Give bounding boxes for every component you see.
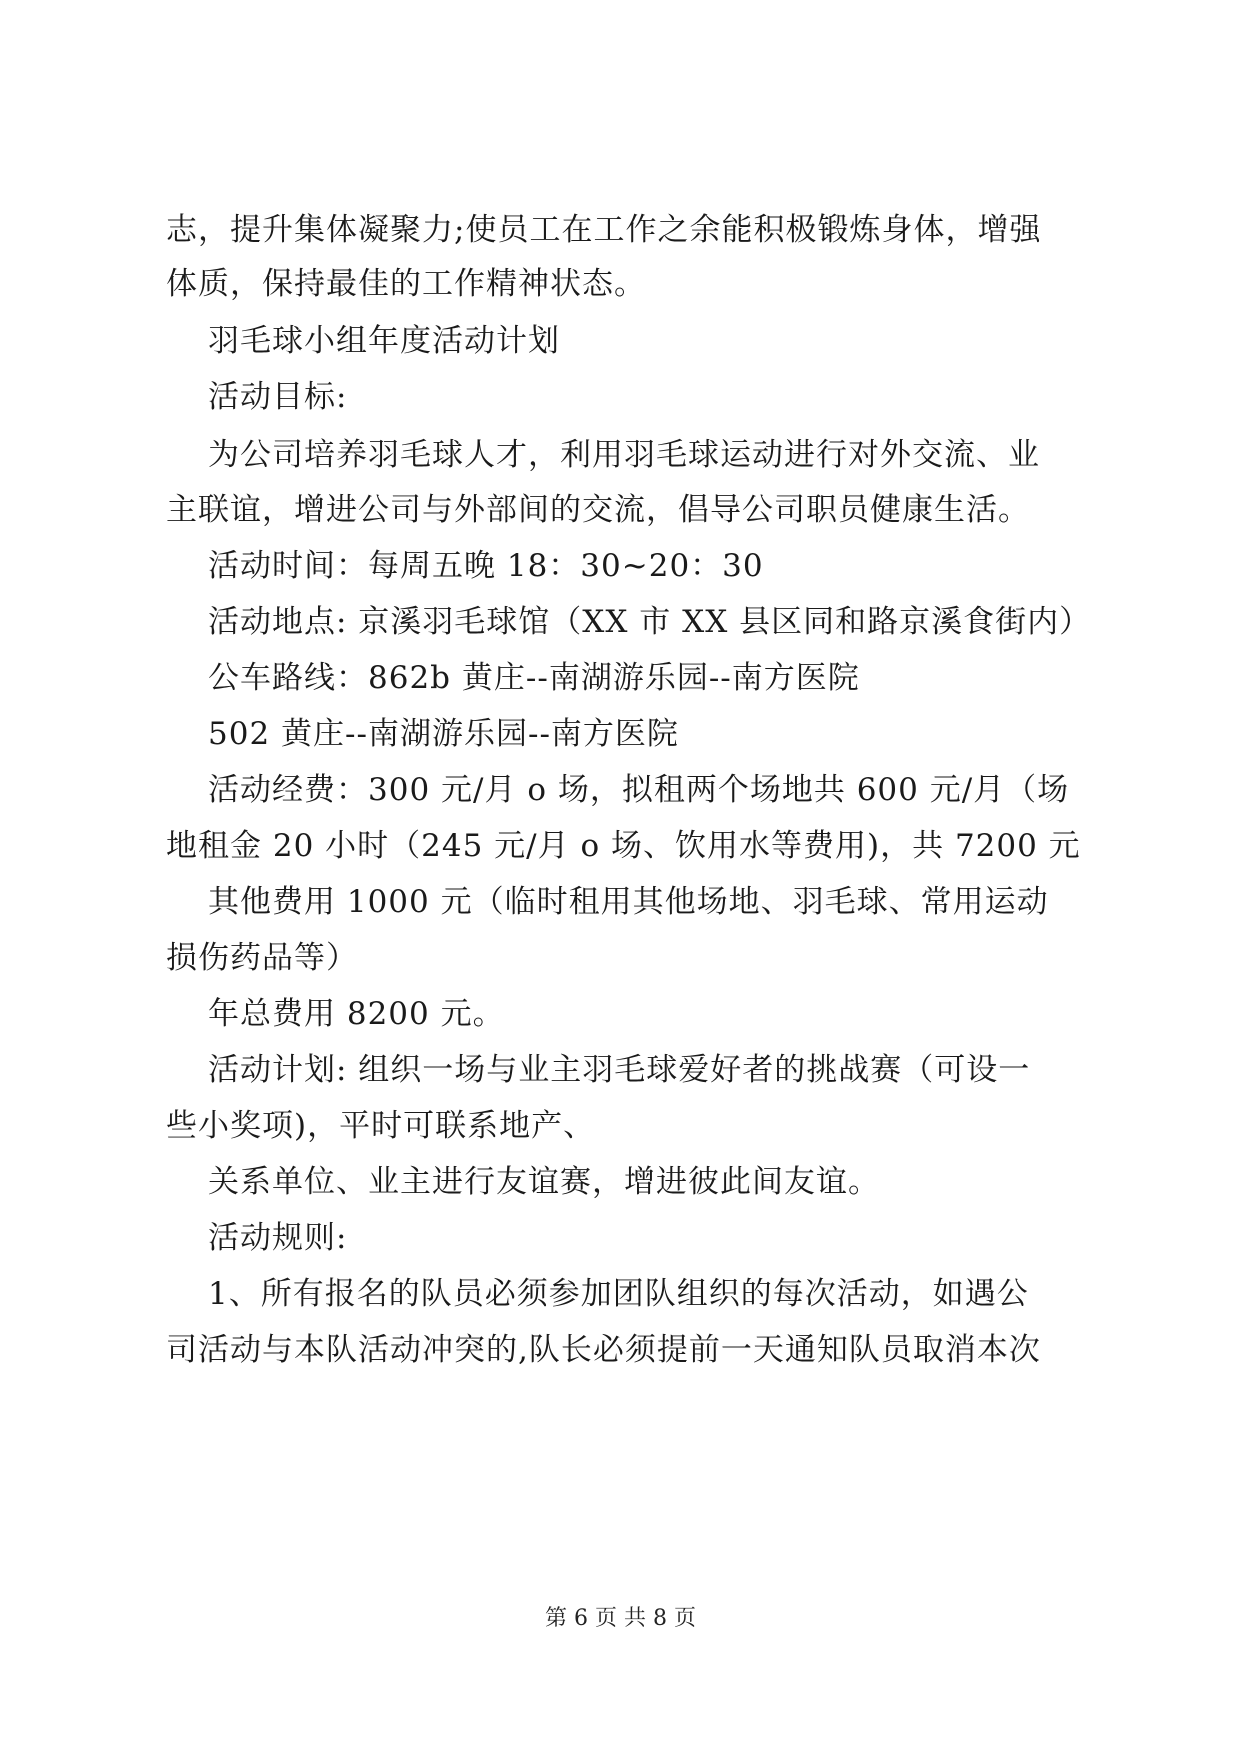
text-line: 活动时间：每周五晚 18：30~20：30 xyxy=(208,548,764,584)
text-line: 司活动与本队活动冲突的,队长必须提前一天通知队员取消本次 xyxy=(166,1332,1041,1368)
page-number-footer: 第 6 页 共 8 页 xyxy=(545,1606,696,1631)
text-line: 体质，保持最佳的工作精神状态。 xyxy=(166,266,646,302)
text-line: 些小奖项)，平时可联系地产、 xyxy=(166,1108,596,1144)
section-heading: 羽毛球小组年度活动计划 xyxy=(208,323,560,359)
text-line: 活动目标: xyxy=(208,379,348,415)
text-line: 活动计划: 组织一场与业主羽毛球爱好者的挑战赛（可设一 xyxy=(208,1052,1031,1088)
text-line: 502 黄庄--南湖游乐园--南方医院 xyxy=(208,716,679,752)
text-line: 1、所有报名的队员必须参加团队组织的每次活动，如遇公 xyxy=(208,1276,1029,1312)
text-line: 损伤药品等） xyxy=(166,940,358,976)
text-line: 年总费用 8200 元。 xyxy=(208,996,505,1032)
text-line: 活动地点: 京溪羽毛球馆（XX 市 XX 县区同和路京溪食街内） xyxy=(208,604,1092,640)
text-line: 活动规则: xyxy=(208,1220,348,1256)
text-line: 关系单位、业主进行友谊赛，增进彼此间友谊。 xyxy=(208,1164,880,1200)
text-line: 为公司培养羽毛球人才，利用羽毛球运动进行对外交流、业 xyxy=(208,437,1040,473)
text-line: 志，提升集体凝聚力;使员工在工作之余能积极锻炼身体，增强 xyxy=(166,212,1042,248)
text-line: 公车路线：862b 黄庄--南湖游乐园--南方医院 xyxy=(208,660,860,696)
text-line: 地租金 20 小时（245 元/月 o 场、饮用水等费用)，共 7200 元 xyxy=(166,828,1081,864)
text-line: 活动经费：300 元/月 o 场，拟租两个场地共 600 元/月（场 xyxy=(208,772,1070,808)
text-line: 主联谊，增进公司与外部间的交流，倡导公司职员健康生活。 xyxy=(166,492,1030,528)
text-line: 其他费用 1000 元（临时租用其他场地、羽毛球、常用运动 xyxy=(208,884,1049,920)
